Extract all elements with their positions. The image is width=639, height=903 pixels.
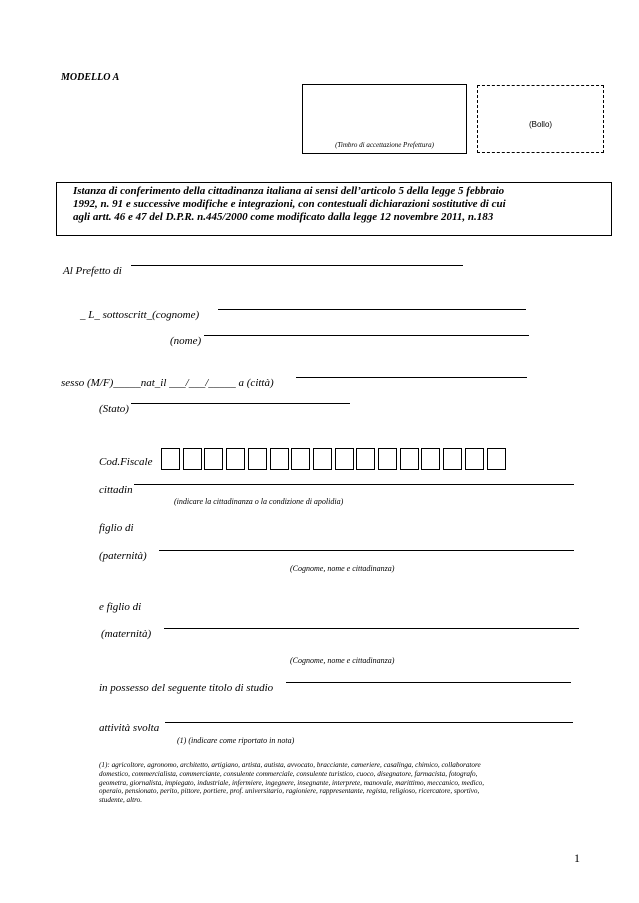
- maternita-label: (maternità): [101, 628, 152, 640]
- cod-fiscale-char-box[interactable]: [313, 448, 332, 470]
- stato-label: (Stato): [99, 403, 129, 415]
- bollo-box: [477, 85, 604, 153]
- cod-fiscale-char-box[interactable]: [204, 448, 223, 470]
- nome-field[interactable]: [204, 335, 529, 336]
- bollo-label: (Bollo): [528, 120, 553, 129]
- title-line-3: agli artt. 46 e 47 del D.P.R. n.445/2000 come modificato dalla legge 12 novembre 2011, n.183: [73, 211, 494, 223]
- cod-fiscale-char-box[interactable]: [356, 448, 375, 470]
- stato-field[interactable]: [131, 403, 350, 404]
- citta-field[interactable]: [296, 377, 527, 378]
- cod-fiscale-char-box[interactable]: [487, 448, 506, 470]
- footnote-line-2: domestico, commercialista, commerciante, consulente commerciale, consulente turistico, cuoco, disegnatore, farmacista, fotografo,: [99, 769, 478, 778]
- title-line-2: 1992, n. 91 e successive modifiche e integrazioni, con contestuali dichiarazioni sostitutive di cui: [73, 198, 506, 210]
- prefetto-label: Al Prefetto di: [63, 265, 122, 277]
- paternita-field[interactable]: [159, 550, 574, 551]
- cognome-field[interactable]: [218, 309, 526, 310]
- cittadinanza-field[interactable]: [134, 484, 574, 485]
- attivita-note: (1) (indicare come riportato in nota): [177, 736, 295, 745]
- cod-fiscale-char-box[interactable]: [226, 448, 245, 470]
- title-box: [56, 182, 612, 236]
- footnote-line-5: studente, altro.: [99, 796, 143, 805]
- cod-fiscale-char-box[interactable]: [335, 448, 354, 470]
- cognome-label: _ L_ sottoscritt_(cognome): [80, 309, 200, 321]
- maternita-field[interactable]: [164, 628, 579, 629]
- title-line-1: Istanza di conferimento della cittadinanza italiana ai sensi dell’articolo 5 della legge 5 febbraio: [73, 185, 505, 197]
- footnote-line-4: operaio, pensionato, perito, pittore, portiere, prof. universitario, ragioniere, rappresentante, regista, religioso, ricercatore, sportivo,: [99, 787, 480, 796]
- page-number: 1: [574, 851, 580, 865]
- cod-fiscale-char-box[interactable]: [183, 448, 202, 470]
- footnote: [99, 761, 484, 805]
- cod-fiscale-char-box[interactable]: [378, 448, 397, 470]
- cod-fiscale-char-box[interactable]: [161, 448, 180, 470]
- cod-fiscale-label: Cod.Fiscale: [99, 456, 153, 468]
- cod-fiscale-char-box[interactable]: [465, 448, 484, 470]
- attivita-field[interactable]: [165, 722, 573, 723]
- titolo-studio-field[interactable]: [286, 682, 571, 683]
- modello-label: MODELLO A: [61, 72, 120, 83]
- cod-fiscale-char-box[interactable]: [291, 448, 310, 470]
- footnote-line-3: geometra, giornalista, impiegato, industriale, infermiere, ingegnere, insegnante, interprete, manovale, marittimo, meccanico, medico,: [99, 778, 485, 787]
- stamp-label: (Timbro di accettazione Prefettura): [335, 141, 434, 149]
- cod-fiscale-char-box[interactable]: [270, 448, 289, 470]
- maternita-note: (Cognome, nome e cittadinanza): [290, 656, 395, 665]
- e-figlio-di-label: e figlio di: [99, 601, 142, 613]
- cittadin-note: (indicare la cittadinanza o la condizione di apolidia): [174, 497, 344, 506]
- footnote-line-1: (1): agricoltore, agronomo, architetto, artigiano, artista, autista, avvocato, bracciante, cameriere, casalinga, chimico, collaboratore: [99, 761, 481, 769]
- paternita-label: (paternità): [99, 550, 147, 562]
- attivita-label: attività svolta: [99, 722, 160, 734]
- cod-fiscale-char-box[interactable]: [421, 448, 440, 470]
- cod-fiscale-char-box[interactable]: [443, 448, 462, 470]
- cod-fiscale-char-box[interactable]: [400, 448, 419, 470]
- figlio-di-label: figlio di: [99, 522, 134, 534]
- titolo-studio-label: in possesso del seguente titolo di studio: [99, 682, 274, 694]
- cod-fiscale-char-box[interactable]: [248, 448, 267, 470]
- prefetto-field[interactable]: [131, 265, 463, 266]
- stamp-box: [302, 84, 467, 154]
- sesso-nascita-label: sesso (M/F)_____nat_il ___/___/_____ a (città): [61, 377, 274, 389]
- nome-label: (nome): [170, 335, 202, 347]
- paternita-note: (Cognome, nome e cittadinanza): [290, 564, 395, 573]
- cittadin-label: cittadin: [99, 484, 133, 496]
